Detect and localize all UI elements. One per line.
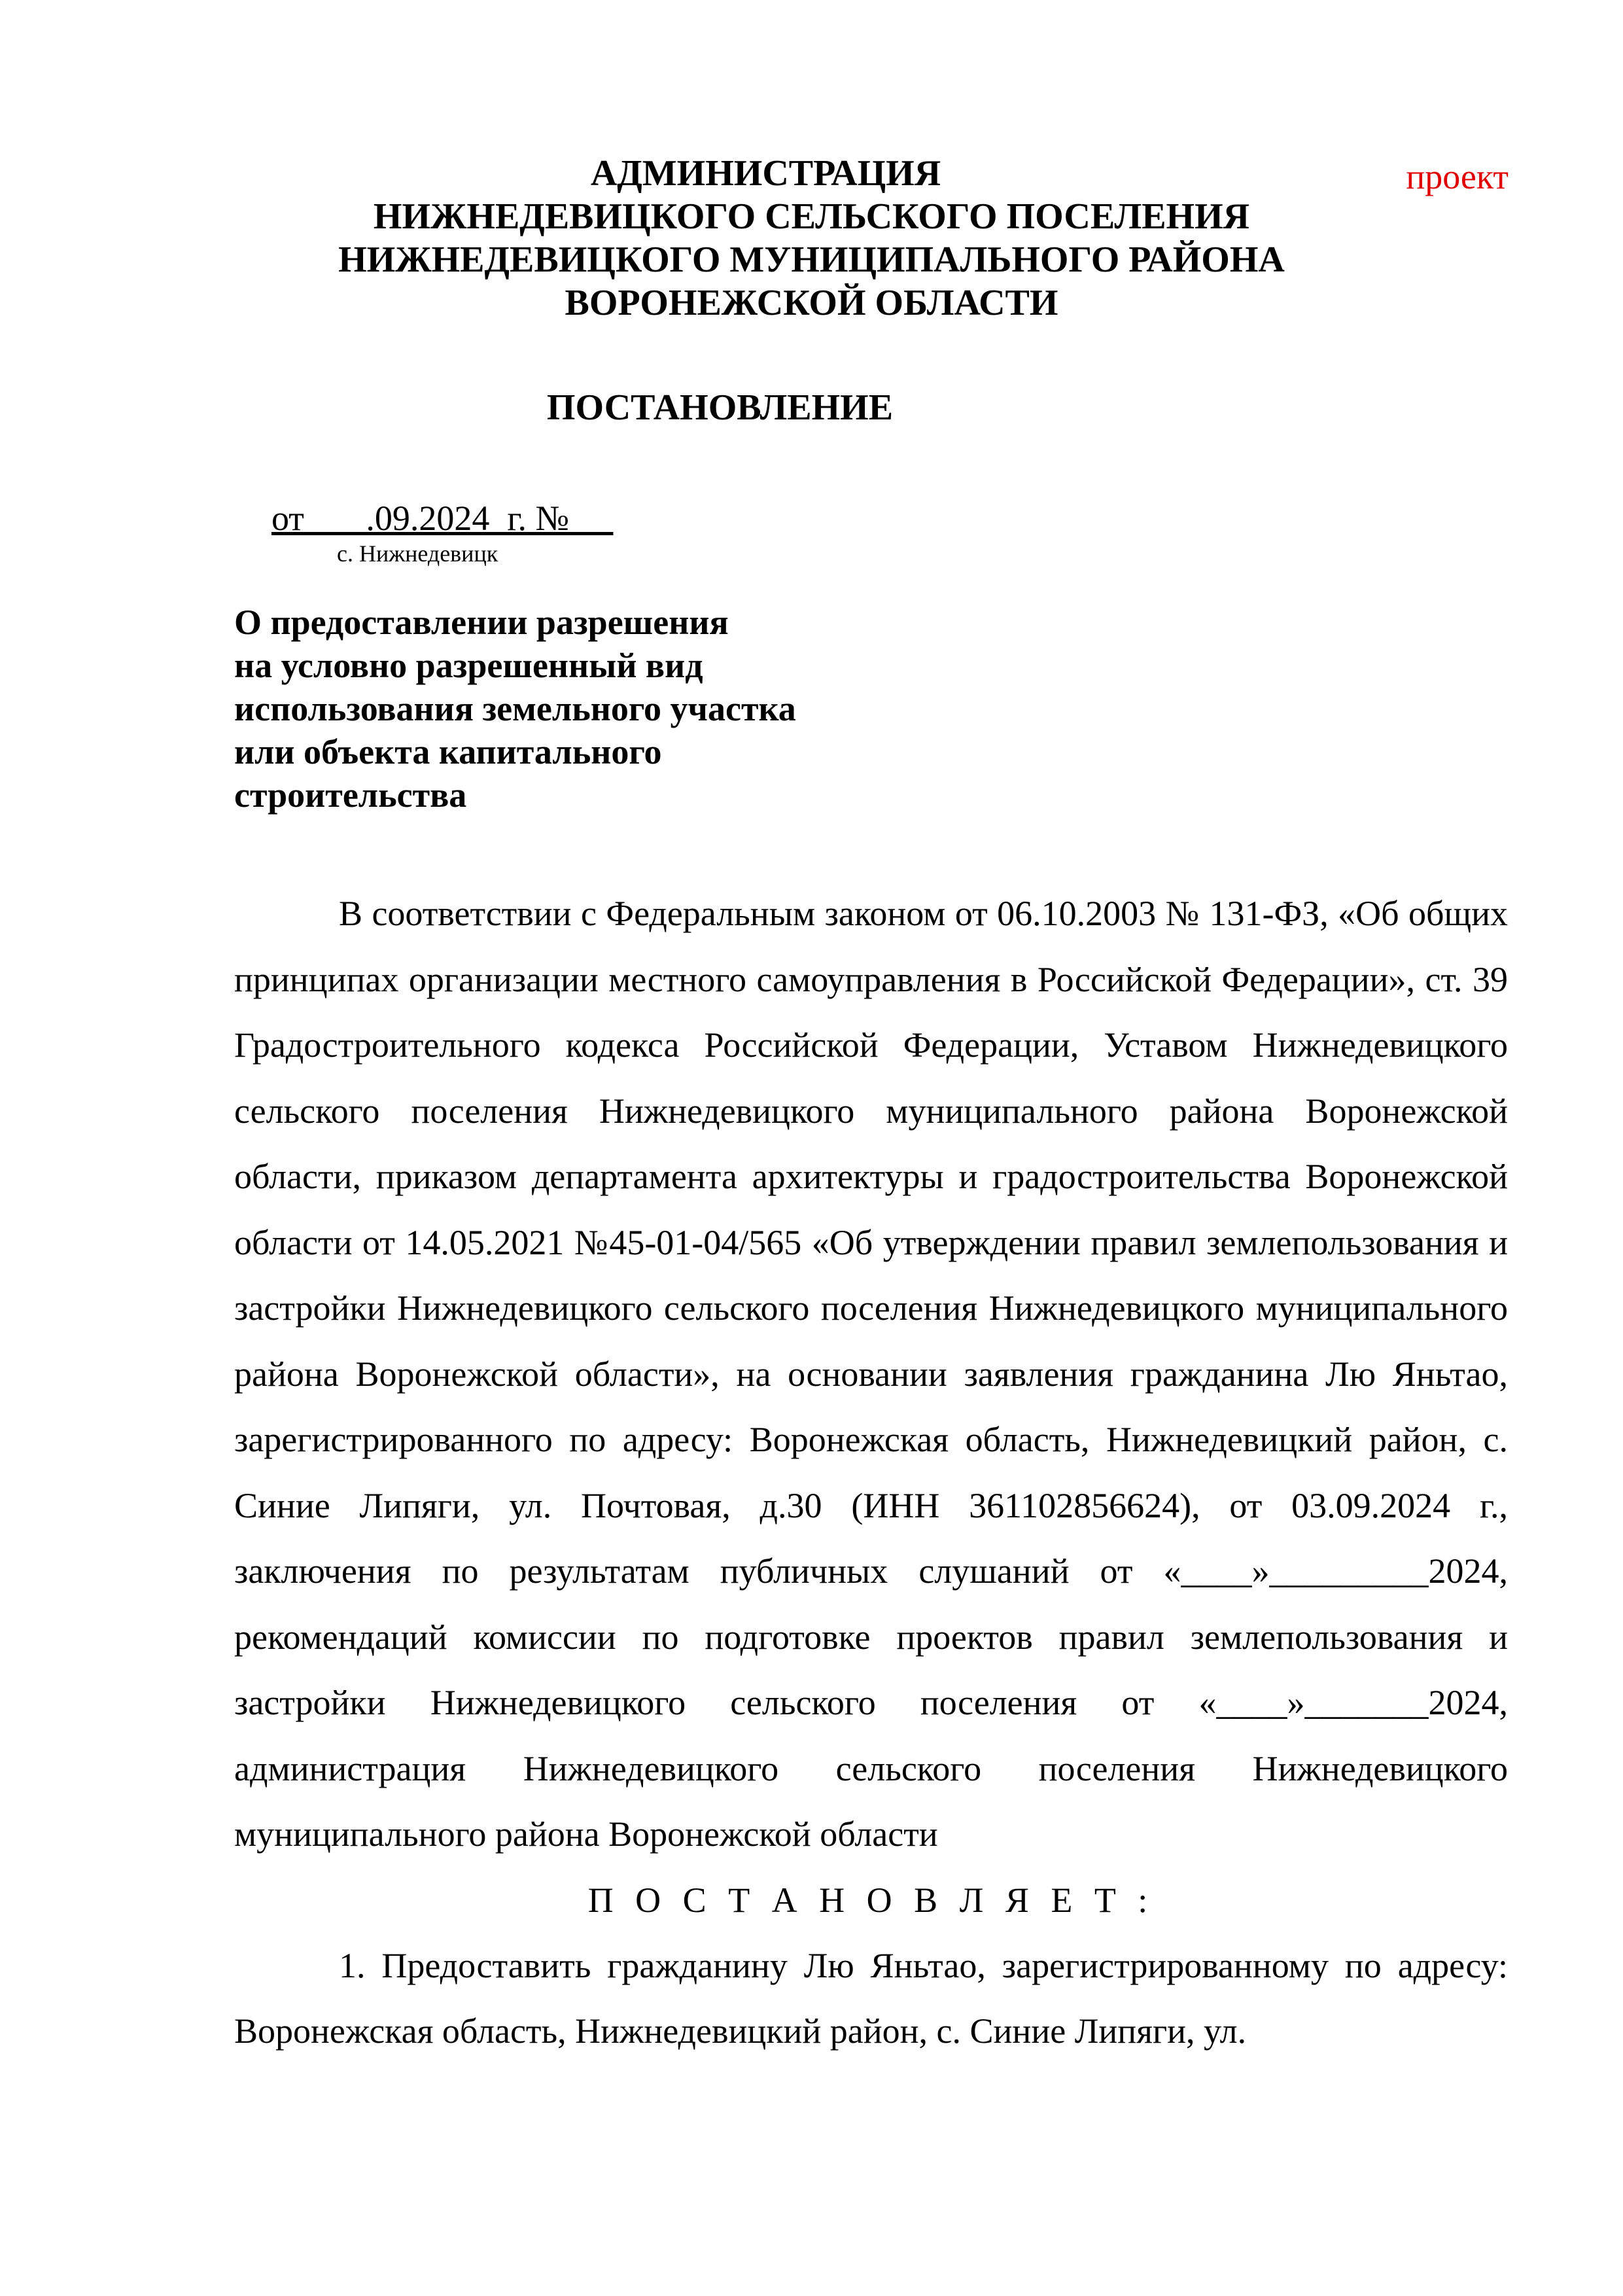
- subject-line-3: использования земельного участка: [234, 689, 796, 728]
- document-header: [0, 152, 1623, 325]
- document-type-title: ПОСТАНОВЛЕНИЕ: [546, 387, 894, 428]
- subject-heading: [234, 601, 954, 817]
- header-line-1: АДМИНИСТРАЦИЯ: [590, 153, 941, 194]
- decree-word: П О С Т А Н О В Л Я Е Т :: [587, 1880, 1155, 1920]
- subject-line-1: О предоставлении разрешения: [234, 603, 729, 642]
- document-body: [234, 881, 1508, 2064]
- item-1-paragraph: 1. Предоставить гражданину Лю Яньтао, зарегистрированному по адресу: Воронежская область, Нижнедевицкий район, с. Синие Липяги, ул.: [234, 1945, 1508, 2051]
- date-block: [271, 499, 613, 568]
- preamble-paragraph: В соответствии с Федеральным законом от 06.10.2003 № 131-ФЗ, «Об общих принципах организации местного самоуправления в Российской Федерации», ст. 39 Градостроительного кодекса Российской Федерации, Уставом Нижнедевицкого сельского поселения Нижнедевицкого муниципального района Воронежской области, приказом департамента архитектуры и градостроительства Воронежской области от 14.05.2021 №45-01-04/565 «Об утверждении правил землепользования и застройки Нижнедевицкого сельского поселения Нижнедевицкого муниципального района Воронежской области», на основании заявления гражданина Лю Яньтао, зарегистрированного по адресу: Воронежская область, Нижнедевицкий район, с. Синие Липяги, ул. Почтовая, д.30 (ИНН 361102856624), от 03.09.2024 г., заключения по результатам публичных слушаний от «____»_________2024, рекомендаций комиссии по подготовке проектов правил землепользования и застройки Нижнедевицкого сельского поселения от «____»_______2024, администрация Нижнедевицкого сельского поселения Нижнедевицкого муниципального района Воронежской области: [234, 894, 1508, 1854]
- subject-line-2: на условно разрешенный вид: [234, 646, 703, 685]
- header-line-3: НИЖНЕДЕВИЦКОГО МУНИЦИПАЛЬНОГО РАЙОНА: [338, 239, 1285, 280]
- date-number-line: от .09.2024 г. №: [271, 499, 614, 538]
- subject-line-5: строительства: [234, 775, 467, 815]
- subject-line-4: или объекта капитального: [234, 732, 662, 771]
- header-line-4: ВОРОНЕЖСКОЙ ОБЛАСТИ: [565, 283, 1058, 323]
- draft-mark: проект: [1406, 157, 1509, 196]
- header-line-2: НИЖНЕДЕВИЦКОГО СЕЛЬСКОГО ПОСЕЛЕНИЯ: [373, 196, 1250, 237]
- place-of-issue: с. Нижнедевицк: [337, 540, 498, 567]
